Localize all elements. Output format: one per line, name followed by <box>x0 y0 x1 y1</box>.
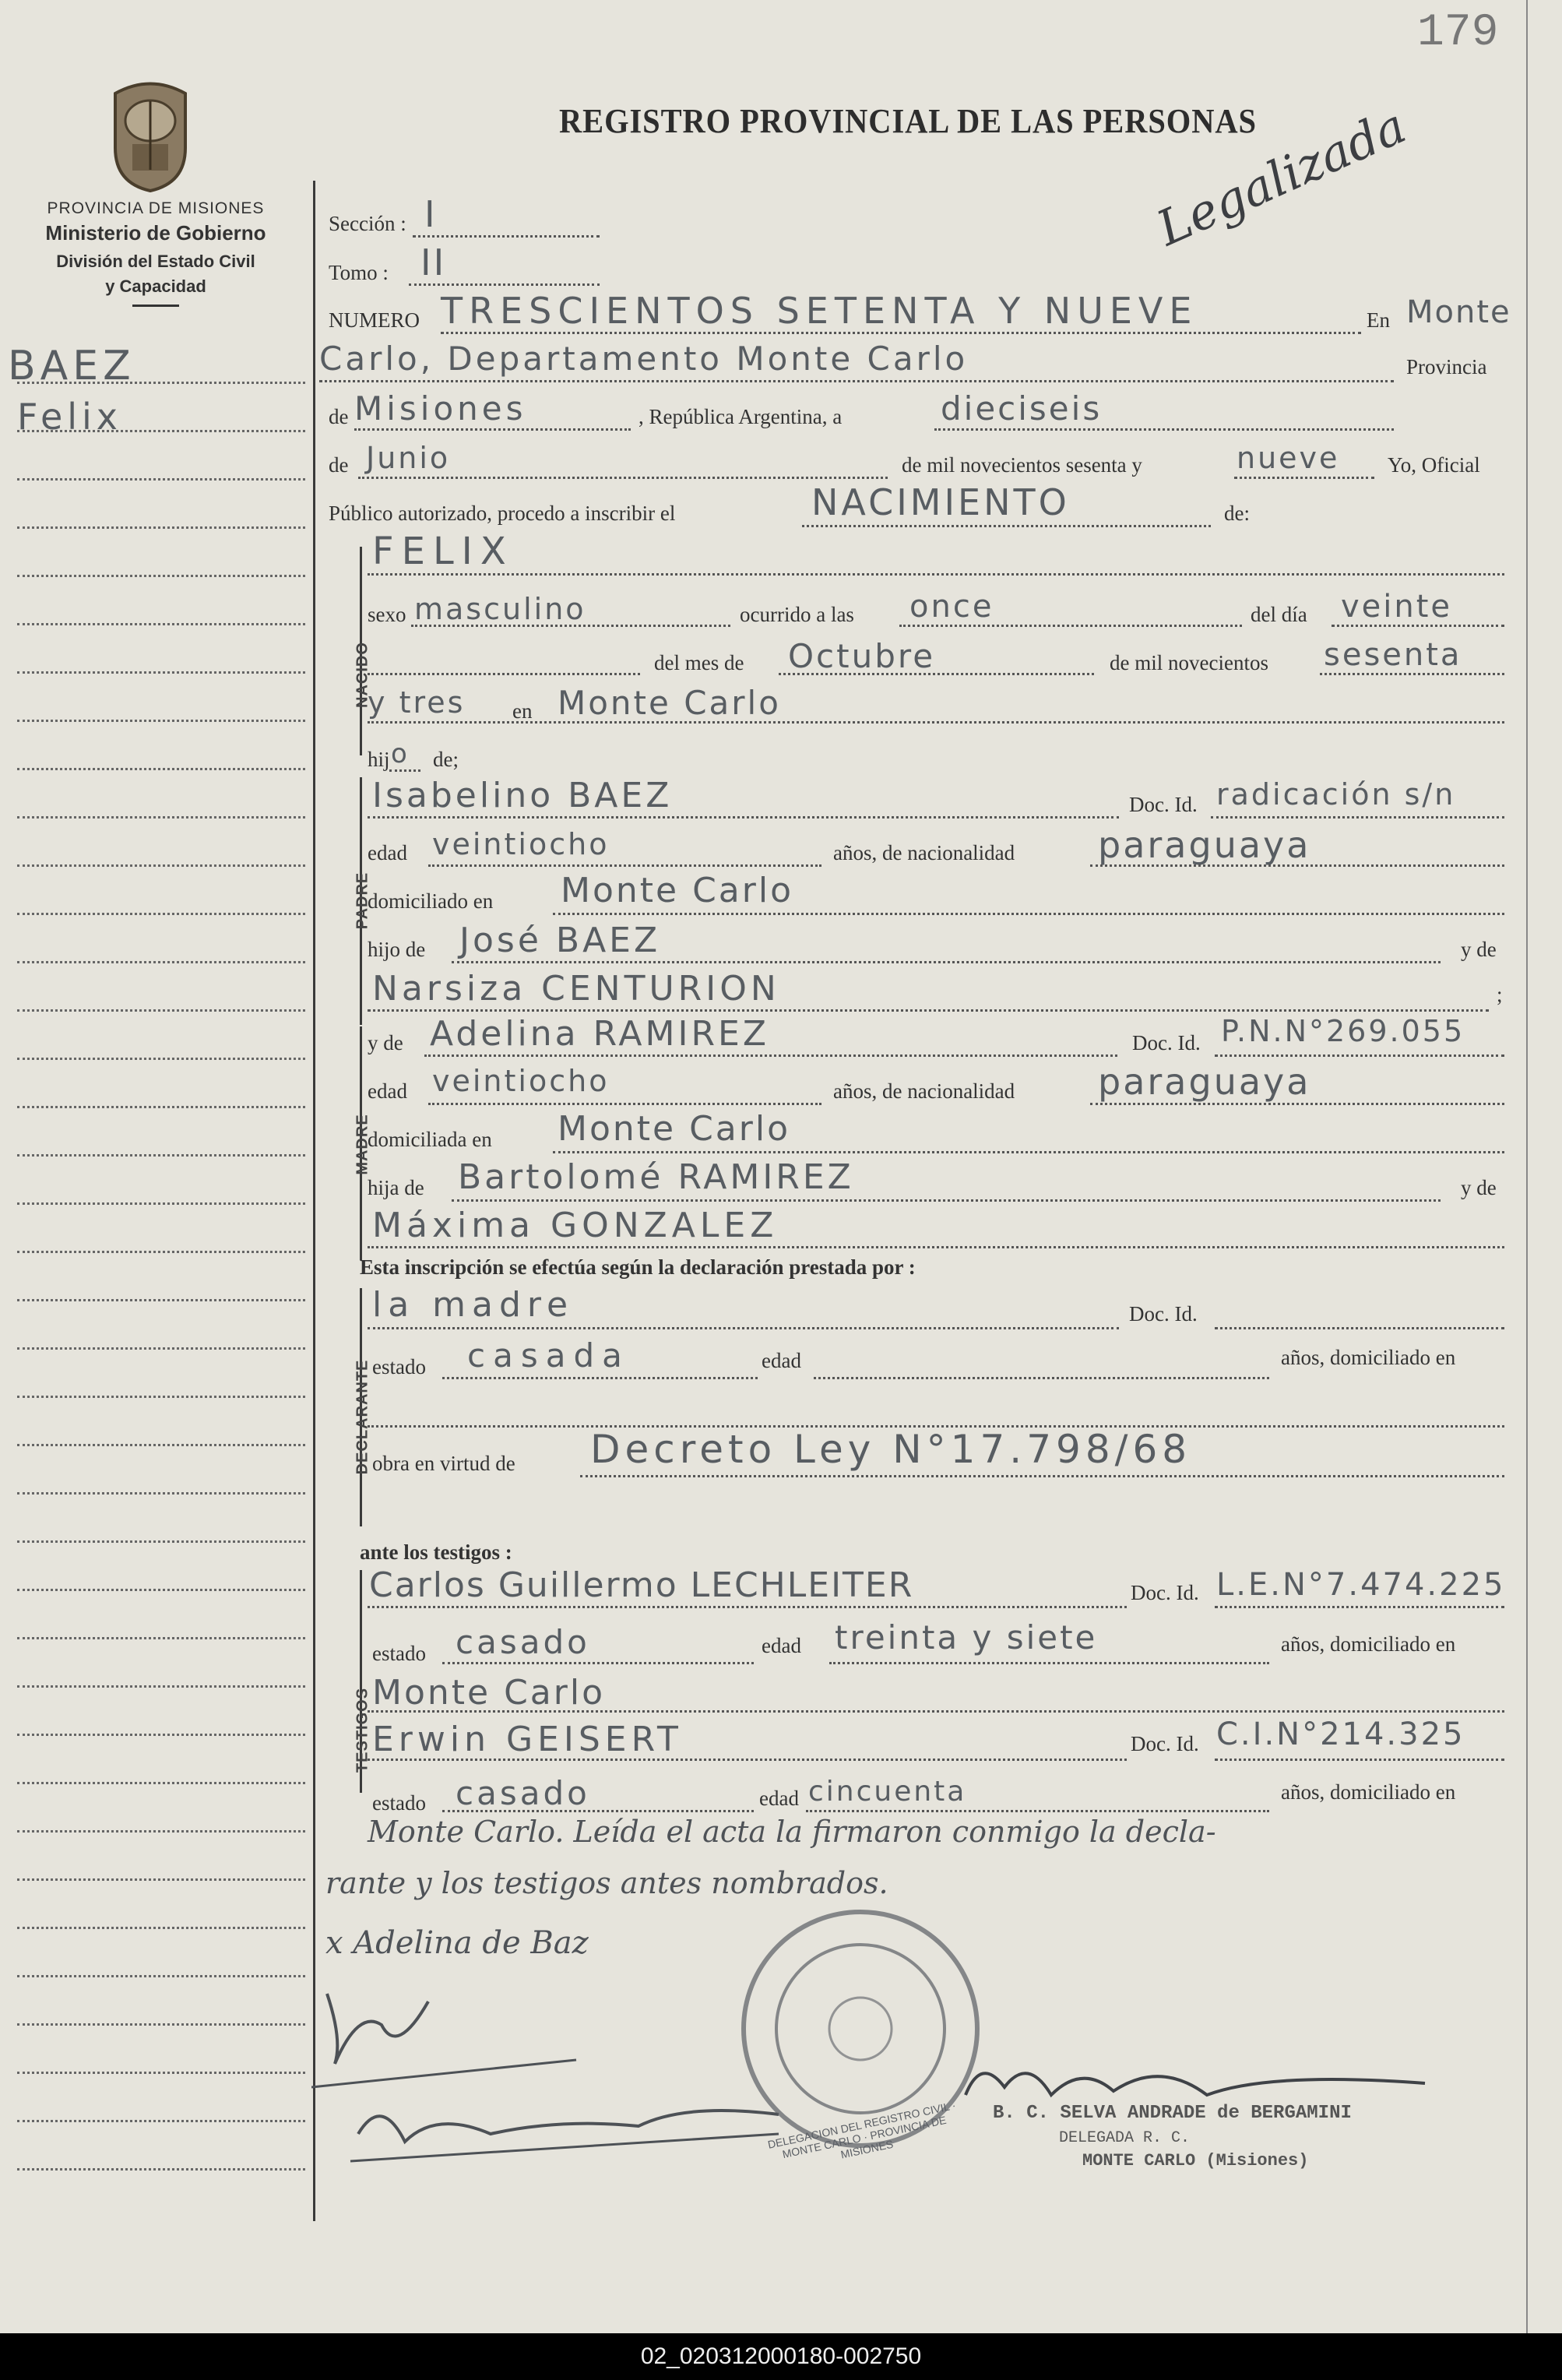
dia-nac-line <box>1332 625 1504 627</box>
nombre-line <box>368 573 1504 576</box>
testigo2-estado-value: casado <box>456 1774 590 1812</box>
office-heading <box>0 199 311 307</box>
madre-dom-label: domiciliada en <box>368 1128 492 1151</box>
de2-label: de <box>329 453 349 477</box>
seccion-label: Sección : <box>329 212 406 235</box>
margin-given-name: Felix <box>17 396 123 438</box>
madre-doc-value: P.N.N°269.055 <box>1221 1014 1465 1048</box>
padre-dom-value: Monte Carlo <box>561 871 793 910</box>
ante-testigos-label: ante los testigos : <box>360 1540 512 1564</box>
ocurrido-label: ocurrido a las <box>740 603 854 626</box>
en2-label: en <box>512 699 533 723</box>
tomo-label: Tomo : <box>329 261 389 284</box>
madre-padre-line <box>452 1199 1441 1202</box>
filename-label: 02_020312000180-002750 <box>640 2343 922 2369</box>
del-mes-label: del mes de <box>654 651 744 674</box>
provincia-line <box>354 428 631 431</box>
margin-rule <box>17 720 305 722</box>
padre-section-label: PADRE <box>354 871 371 930</box>
lugar-line <box>319 380 1394 382</box>
obra-label: obra en virtud de <box>372 1452 515 1475</box>
lugar-nac-line <box>368 721 1504 724</box>
declarante-estado-value: casada <box>467 1336 630 1375</box>
margin-rule <box>17 1444 305 1446</box>
ano-line <box>1234 477 1374 479</box>
seal-text: DELEGACION DEL REGISTRO CIVIL · MONTE CARLO · PROVINCIA DE MISIONES <box>766 2098 957 2161</box>
tomo-value: II <box>420 241 447 283</box>
testigo1-edad-line <box>829 1662 1269 1664</box>
madre-edad-line <box>428 1103 821 1105</box>
decreto-value: Decreto Ley N°17.798/68 <box>590 1427 1192 1472</box>
en-label: En <box>1367 308 1390 332</box>
declarante-estado-line <box>442 1377 758 1379</box>
mes-nac-line <box>779 673 1094 675</box>
lugar-nac-value: Monte Carlo <box>558 684 781 722</box>
padre-nac-value: paraguaya <box>1098 824 1311 866</box>
margin-rule <box>17 2168 305 2171</box>
margin-rule <box>17 1396 305 1398</box>
del-dia-label: del día <box>1251 603 1307 626</box>
margin-rule <box>17 1058 305 1060</box>
declarante-doc-label: Doc. Id. <box>1129 1302 1198 1326</box>
margin-rule <box>17 1009 305 1012</box>
madre-dom-line <box>553 1151 1504 1153</box>
seccion-value: I <box>424 193 438 235</box>
testigo1-value: Carlos Guillermo LECHLEITER <box>369 1565 914 1605</box>
decreto-line <box>580 1475 1504 1477</box>
padre-madre-line <box>368 1009 1489 1012</box>
ano-nac-value: sesenta <box>1324 637 1462 673</box>
testigo1-line <box>368 1606 1127 1608</box>
coat-of-arms-icon <box>100 78 201 195</box>
testigo1-edad-label: edad <box>762 1634 801 1657</box>
seccion-line <box>413 235 600 238</box>
testigo2-edad-label: edad <box>759 1787 799 1810</box>
testigo1-estado-line <box>442 1662 754 1664</box>
testigo1-edad-value: treinta y siete <box>835 1618 1098 1656</box>
padre-hijo-de-label: hijo de <box>368 938 426 961</box>
mes-line <box>358 477 888 479</box>
margin-rule <box>17 575 305 577</box>
margin-rule <box>17 430 305 432</box>
numero-line <box>441 332 1361 334</box>
semicolon: ; <box>1497 983 1503 1006</box>
ano-value: nueve <box>1237 441 1340 475</box>
testigo2-doc-label: Doc. Id. <box>1131 1732 1199 1755</box>
padre-doc-value: radicación s/n <box>1216 777 1456 812</box>
margin-rule <box>17 1589 305 1591</box>
margin-rule <box>17 526 305 529</box>
republica-label: , República Argentina, a <box>639 405 843 428</box>
mil-novecientos-label: de mil novecientos sesenta y <box>902 453 1142 477</box>
tomo-line <box>409 283 600 286</box>
margin-rule <box>17 1540 305 1543</box>
en-value: Monte <box>1406 294 1511 330</box>
ano-nac-line <box>1320 673 1504 675</box>
margin-rule <box>17 1878 305 1881</box>
legalizada-annotation: Legalizada <box>1149 97 1414 257</box>
margin-rule <box>17 1492 305 1495</box>
margin-rule <box>17 913 305 915</box>
testigo2-edad-line <box>806 1810 1269 1812</box>
madre-doc-label: Doc. Id. <box>1132 1031 1201 1054</box>
de3-label: de; <box>433 748 459 771</box>
testigo2-doc-line <box>1215 1759 1504 1761</box>
testigo1-anos-label: años, domiciliado en <box>1281 1632 1456 1656</box>
dia-nac-value: veinte <box>1341 589 1453 625</box>
madre-y-de-label: y de <box>368 1031 403 1054</box>
de-colon-label: de: <box>1224 502 1250 525</box>
acto-line <box>802 525 1211 527</box>
padre-nombre-value: Isabelino BAEZ <box>372 776 673 815</box>
madre-doc-line <box>1215 1054 1504 1057</box>
division-label: División del Estado Civil <box>56 252 255 271</box>
officer-stamp-title: DELEGADA R. C. <box>1059 2129 1191 2147</box>
margin-rule <box>17 1830 305 1833</box>
padre-edad-line <box>428 864 821 867</box>
padre-padre-line <box>452 961 1441 963</box>
madre-hija-de-label: hija de <box>368 1176 424 1199</box>
testigo2-estado-label: estado <box>372 1791 426 1815</box>
margin-rule <box>17 1734 305 1736</box>
sexo-line <box>411 625 730 627</box>
officer-stamp-place: MONTE CARLO (Misiones) <box>1082 2151 1309 2171</box>
margin-rule <box>17 478 305 481</box>
padre-madre-value: Narsiza CENTURION <box>372 969 780 1009</box>
column-divider <box>313 181 315 2221</box>
padre-dom-line <box>553 913 1504 915</box>
madre-dom-value: Monte Carlo <box>558 1109 790 1149</box>
margin-rule <box>17 1927 305 1929</box>
margin-rule <box>17 1347 305 1350</box>
margin-rule <box>17 2120 305 2122</box>
testigo2-doc-value: C.I.N°214.325 <box>1216 1716 1465 1752</box>
padre-padre-value: José BAEZ <box>459 921 661 960</box>
padre-edad-label: edad <box>368 841 407 864</box>
declarante-edad-label: edad <box>762 1349 801 1372</box>
testigo1-dom-line <box>368 1710 1504 1713</box>
firma-madre: x Adelina de Baz <box>325 1925 589 1961</box>
margin-rule <box>17 768 305 770</box>
margin-rule <box>17 1975 305 1977</box>
madre-nac-line <box>1090 1103 1504 1105</box>
ministry-label: Ministerio de Gobierno <box>45 221 266 245</box>
lugar-value: Carlo, Departamento Monte Carlo <box>319 340 969 378</box>
margin-rule <box>17 816 305 819</box>
cierre-line-2: rante y los testigos antes nombrados. <box>325 1866 888 1900</box>
testigo1-doc-value: L.E.N°7.474.225 <box>1216 1567 1506 1603</box>
padre-edad-value: veintiocho <box>432 827 610 861</box>
padre-dom-label: domiciliado en <box>368 889 494 913</box>
de-label: de <box>329 405 349 428</box>
madre-edad-value: veintiocho <box>432 1064 610 1098</box>
margin-rule <box>17 1685 305 1688</box>
padre-doc-label: Doc. Id. <box>1129 793 1198 816</box>
yo-oficial-label: Yo, Oficial <box>1388 453 1480 477</box>
mil-nov-label: de mil novecientos <box>1110 651 1268 674</box>
testigo2-line <box>368 1759 1127 1761</box>
testigo2-estado-line <box>442 1810 754 1812</box>
declarante-doc-line <box>1215 1327 1504 1329</box>
padre-doc-line <box>1211 816 1504 819</box>
provincia-value: Misiones <box>354 389 527 428</box>
madre-edad-label: edad <box>368 1079 407 1103</box>
cierre-line-1: Monte Carlo. Leída el acta la firmaron conmigo la decla- <box>368 1815 1216 1849</box>
margin-rule <box>17 623 305 625</box>
testigo1-estado-label: estado <box>372 1642 426 1665</box>
margin-rule <box>17 1106 305 1108</box>
margin-rule <box>17 2023 305 2026</box>
madre-nac-value: paraguaya <box>1098 1061 1311 1103</box>
numero-label: NUMERO <box>329 308 420 332</box>
page-edge <box>1526 0 1528 2333</box>
madre-nac-label: años, de nacionalidad <box>833 1079 1015 1103</box>
sexo-label: sexo <box>368 603 406 626</box>
testigos-section-label: TESTIGOS <box>354 1687 371 1773</box>
officer-stamp-name: B. C. SELVA ANDRADE de BERGAMINI <box>993 2103 1352 2124</box>
hora-line <box>899 625 1242 627</box>
declarante-value: la madre <box>372 1285 575 1325</box>
provincia-label: Provincia <box>1406 355 1487 378</box>
madre-madre-line <box>368 1246 1504 1248</box>
blank-line <box>368 673 640 675</box>
page-title: REGISTRO PROVINCIAL DE LAS PERSONAS <box>559 102 1257 140</box>
padre-nombre-line <box>368 816 1119 819</box>
madre-nombre-value: Adelina RAMIREZ <box>430 1014 769 1054</box>
hij-label: hij <box>368 748 390 771</box>
declarante-edad-line <box>814 1377 1269 1379</box>
acto-value: NACIMIENTO <box>811 481 1070 523</box>
hora-value: once <box>909 589 994 625</box>
margin-rule <box>17 1251 305 1253</box>
testigo1-estado-value: casado <box>456 1623 590 1661</box>
testigo2-edad-value: cincuenta <box>808 1776 967 1808</box>
margin-rule <box>17 382 305 384</box>
declarante-anos-label: años, domiciliado en <box>1281 1346 1456 1369</box>
margin-rule <box>17 864 305 867</box>
padre-nac-line <box>1090 864 1504 867</box>
margin-surname: BAEZ <box>8 343 135 389</box>
nacido-section-label: NACIDO <box>354 642 371 708</box>
margin-rule <box>17 1299 305 1301</box>
madre-nombre-line <box>424 1054 1117 1057</box>
margin-rule <box>17 961 305 963</box>
mes-nac-value: Octubre <box>788 637 936 675</box>
testigo1-doc-label: Doc. Id. <box>1131 1581 1199 1604</box>
testigo1-doc-line <box>1215 1606 1504 1608</box>
divider <box>132 305 179 307</box>
madre-padre-value: Bartolomé RAMIREZ <box>458 1157 854 1197</box>
publico-label: Público autorizado, procedo a inscribir el <box>329 502 676 525</box>
mes-value: Junio <box>366 441 451 475</box>
margin-rule <box>17 1154 305 1157</box>
numero-value: TRESCIENTOS SETENTA Y NUEVE <box>441 290 1198 332</box>
dia-value: dieciseis <box>941 389 1103 428</box>
declarante-line <box>368 1327 1119 1329</box>
ano-nac-value-2: y tres <box>368 685 466 720</box>
declarante-estado-label: estado <box>372 1355 426 1378</box>
hij-suffix-value: o <box>391 738 410 769</box>
page-number: 179 <box>1417 8 1499 58</box>
margin-rule <box>17 1637 305 1639</box>
hij-line <box>389 769 420 772</box>
sexo-value: masculino <box>414 592 586 626</box>
margin-rule <box>17 671 305 674</box>
madre-madre-value: Máxima GONZALEZ <box>372 1206 779 1245</box>
testigo1-dom-value: Monte Carlo <box>372 1673 605 1713</box>
madre-y-de-label: y de <box>1461 1176 1497 1199</box>
division-label-2: y Capacidad <box>105 276 206 296</box>
margin-rule <box>17 1202 305 1205</box>
declaracion-label: Esta inscripción se efectúa según la declaración prestada por : <box>360 1255 916 1279</box>
declarante-section-label: DECLARANTE <box>354 1359 371 1475</box>
testigo2-value: Erwin GEISERT <box>372 1720 683 1759</box>
margin-rule <box>17 1782 305 1784</box>
province-label: PROVINCIA DE MISIONES <box>47 199 265 217</box>
nombre-value: FELIX <box>372 530 514 573</box>
padre-y-de-label: y de <box>1461 938 1497 961</box>
padre-nac-label: años, de nacionalidad <box>833 841 1015 864</box>
testigo2-anos-label: años, domiciliado en <box>1281 1780 1456 1804</box>
dia-line <box>934 428 1394 431</box>
madre-section-label: MADRE <box>354 1114 371 1175</box>
margin-rule <box>17 2072 305 2074</box>
